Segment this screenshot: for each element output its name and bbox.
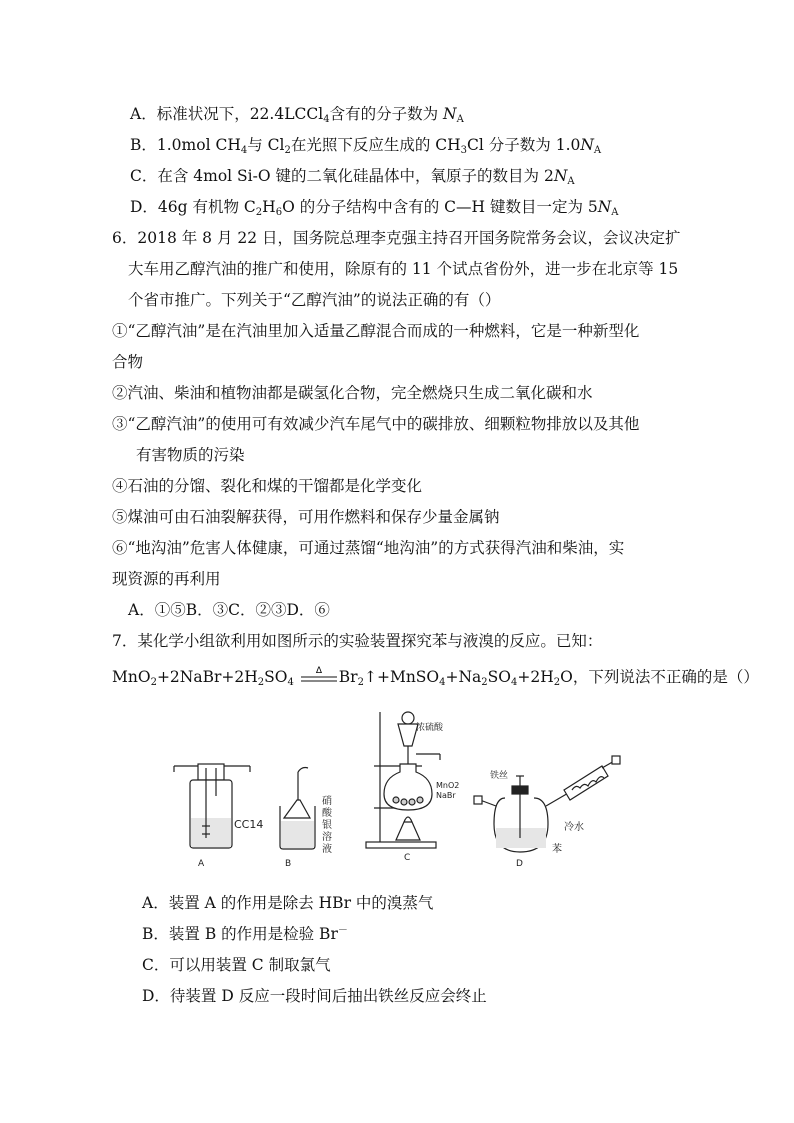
agno3-char-2: 酸	[322, 808, 332, 819]
q6-stem-line1: 6．2018 年 8 月 22 日，国务院总理李克强主持召开国务院常务会议，会议决定扩	[112, 229, 681, 247]
heating-condition-equals	[299, 666, 339, 686]
cold-water-label: 冷水	[564, 822, 584, 833]
agno3-char-3: 银	[322, 820, 332, 831]
q7-option-d: D．待装置 D 反应一段时间后抽出铁丝反应会终止	[142, 987, 487, 1005]
device-d-label: D	[516, 859, 523, 869]
q6-statement-1-line2: 合物	[112, 353, 144, 371]
agno3-label	[322, 794, 335, 855]
device-c-label: C	[404, 853, 411, 863]
conc-acid-label: 浓硫酸	[416, 723, 444, 733]
q5-option-a: A．标准状况下，22.4LCCl$_4$含有的分子数为 $N_A$	[130, 105, 464, 125]
q7-option-c: C．可以用装置 C 制取氯气	[142, 956, 331, 974]
q5-option-c: C．在含 4mol Si-O 键的二氧化硅晶体中，氧原子的数目为 $2N_A$	[130, 167, 575, 187]
q6-statement-1-line1: ①“乙醇汽油”是在汽油里加入适量乙醇混合而成的一种燃料，它是一种新型化	[112, 322, 640, 340]
delta-symbol: Δ	[315, 666, 322, 676]
q6-statement-3-line2: 有害物质的污染	[136, 446, 245, 464]
q6-statement-6-line2: 现资源的再利用	[112, 570, 221, 588]
q6-statement-3-line1: ③“乙醇汽油”的使用可有效减少汽车尾气中的碳排放、细颗粒物排放以及其他	[112, 415, 640, 433]
q6-options: A．①⑤B．③C．②③D．⑥	[128, 601, 330, 619]
q6-statement-6-line1: ⑥“地沟油”危害人体健康，可通过蒸馏“地沟油”的方式获得汽油和柴油，实	[112, 539, 625, 557]
q7-option-b: B．装置 B 的作用是检验 Br－	[142, 925, 348, 943]
device-b-beaker	[280, 768, 315, 850]
nabr-label: NaBr	[436, 791, 456, 800]
q5-option-b: B．1.0mol $CH_4$与 $Cl_2$在光照下反应生成的 $CH_3Cl$ 分子数为 $1.0N_A$	[130, 136, 602, 156]
device-b-label: B	[285, 859, 292, 869]
mno2-label: MnO2	[436, 781, 460, 790]
q7-equation: $MnO_2+2NaBr+2H_2SO_4$ Δ $Br_2↑+MnSO_4+Na_2SO_4+2H_2O$，下列说法不正确的是（）	[112, 666, 759, 688]
q6-statement-2: ②汽油、柴油和植物油都是碳氢化合物，完全燃烧只生成二氧化碳和水	[112, 384, 593, 402]
ccl4-label: CC14	[234, 818, 264, 831]
device-a-label: A	[198, 859, 205, 869]
q7-option-a: A．装置 A 的作用是除去 HBr 中的溴蒸气	[142, 894, 434, 912]
apparatus-figure	[160, 706, 630, 876]
agno3-char-1: 硝	[322, 796, 332, 807]
iron-wire-label: 铁丝	[490, 771, 509, 781]
q6-statement-5: ⑤煤油可由石油裂解获得，可用作燃料和保存少量金属钠	[112, 508, 500, 526]
q7-stem-line1: 7．某化学小组欲利用如图所示的实验装置探究苯与液溴的反应。已知：	[112, 632, 603, 650]
benzene-label: 苯	[552, 844, 562, 855]
device-a-wash-bottle	[174, 764, 250, 848]
agno3-char-5: 液	[322, 844, 332, 855]
q5-option-d: D．46g 有机物 $C_2H_6O$ 的分子结构中含有的 C—H 键数目一定为 $5N_A$	[130, 198, 619, 218]
agno3-char-4: 溶	[322, 832, 332, 843]
q6-stem-line3: 个省市推广。下列关于“乙醇汽油”的说法正确的有（）	[128, 291, 501, 309]
q6-stem-line2: 大车用乙醇汽油的推广和使用，除原有的 11 个试点省份外，进一步在北京等 15	[128, 260, 679, 278]
q6-statement-4: ④石油的分馏、裂化和煤的干馏都是化学变化	[112, 477, 423, 495]
